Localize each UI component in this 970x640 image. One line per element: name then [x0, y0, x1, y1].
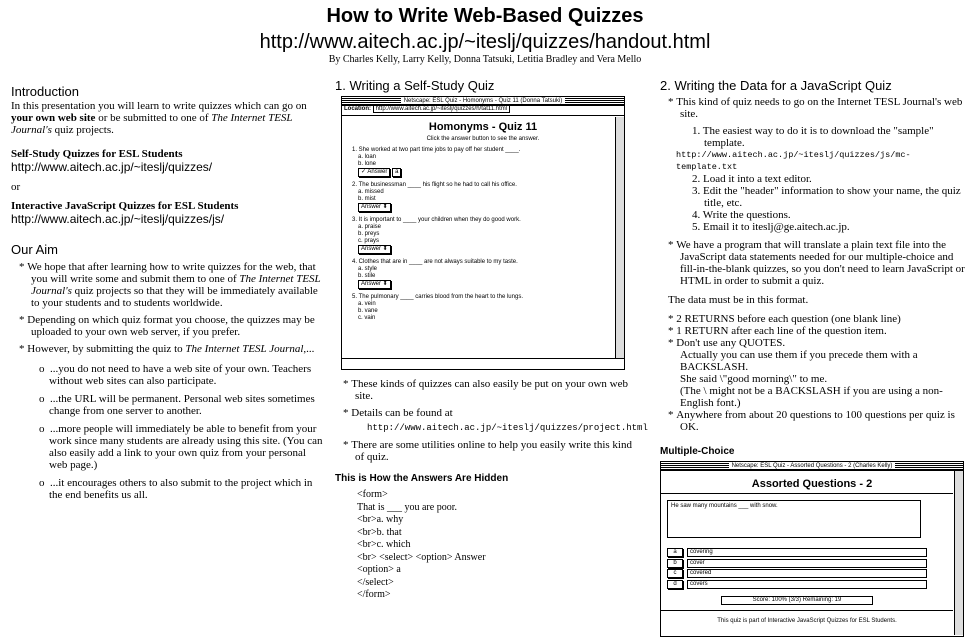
- mc-option[interactable]: d covers: [667, 580, 927, 589]
- interactive-link[interactable]: http://www.aitech.ac.jp/~iteslj/quizzes/js/: [11, 212, 225, 226]
- quiz-instruction: Click the answer button to see the answer.: [426, 136, 540, 142]
- answer-dropdown[interactable]: Answer ⬍: [358, 280, 391, 289]
- mc-heading: Multiple-Choice: [660, 446, 735, 457]
- jsquiz-step: 1. The easiest way to do it is to download the "sample" template.: [692, 125, 934, 149]
- page-title: How to Write Web-Based Quizzes: [326, 5, 644, 27]
- selfstudy-heading: 1. Writing a Self-Study Quiz: [335, 78, 495, 93]
- quiz-question: 4. Clothes that are in ____ are not always suitable to my taste. a. style b. stile Answer ⬍: [352, 259, 518, 287]
- aim-heading: Our Aim: [11, 242, 58, 257]
- jsquiz-step: 4. Write the questions.: [692, 209, 791, 221]
- quiz-question: 2. The businessman ____ his flight so he had to call his office. a. missed b. mist Answer ⬍: [352, 182, 517, 210]
- authors: By Charles Kelly, Larry Kelly, Donna Tatsuki, Letitia Bradley and Vera Mello: [328, 54, 642, 65]
- aim-bullet: * However, by submitting the quiz to The Internet TESL Journal,...: [19, 343, 315, 355]
- location-field[interactable]: http://www.aitech.ac.jp/~iteslj/quizzes/h/tat11.html: [373, 105, 510, 113]
- quiz-question: 3. It is important to ____ your children when they do good work. a. praise b. preys c. prays Answer ⬍: [352, 217, 521, 252]
- scrollbar[interactable]: [615, 117, 624, 358]
- scrollbar[interactable]: [954, 471, 963, 635]
- aim-bullet: * Depending on which quiz format you choose, the quizzes may be uploaded to your own web server, if you prefer.: [19, 314, 315, 338]
- or-text: or: [11, 181, 21, 193]
- format-rule: * 2 RETURNS before each question (one blank line): [668, 313, 901, 325]
- quiz-question: 1. She worked at two part time jobs to pay off her student ____. a. loan b. lone ✓ Answer a: [352, 147, 521, 175]
- details-link[interactable]: http://www.aitech.ac.jp/~iteslj/quizzes/project.html: [367, 423, 648, 433]
- jsquiz-bullet: * This kind of quiz needs to go on the Internet TESL Journal's web site.: [668, 96, 963, 120]
- selfstudy-quiz-window: [341, 96, 625, 370]
- answer-dropdown[interactable]: ✓ Answer: [358, 168, 390, 177]
- mc-quiz-window: [660, 461, 964, 637]
- quiz-question: 5. The pulmonary ____ carries blood from the heart to the lungs. a. vein b. vane c. vain: [352, 294, 523, 321]
- quiz-footer: This quiz is part of Interactive JavaScript Quizzes for ESL Students.: [717, 618, 897, 624]
- mc-option[interactable]: a covering: [667, 548, 927, 557]
- template-link[interactable]: http://www.aitech.ac.jp/~iteslj/quizzes/js/mc-template.txt: [676, 150, 911, 172]
- jsquiz-bullet: * We have a program that will translate a plain text file into the JavaScript data statements needed for our multiple-choice and fill-in-the-blank quizzes, so you don't need to learn JavaScript or HTML in order to submit a quiz.: [668, 239, 965, 287]
- answer-dropdown[interactable]: Answer ⬍: [358, 245, 391, 254]
- jsquiz-step: 2. Load it into a text editor.: [692, 173, 812, 185]
- location-bar: Location: http://www.aitech.ac.jp/~iteslj/quizzes/h/tat11.html: [342, 106, 624, 116]
- jsquiz-step: 3. Edit the "header" information to show your name, the quiz title, etc.: [692, 185, 961, 209]
- format-rule: * Don't use any QUOTES.: [668, 337, 786, 349]
- intro-heading: Introduction: [11, 84, 79, 99]
- jsquiz-step: 5. Email it to iteslj@ge.aitech.ac.jp.: [692, 221, 850, 233]
- aim-sub-item: o ...more people will immediately be able to benefit from your work since many students are already using this site. (You can also easily add a link to your own quiz from your personal web page.): [39, 423, 323, 471]
- format-intro: The data must be in this format.: [668, 294, 809, 306]
- left-column: [11, 84, 323, 501]
- right-column: [660, 78, 965, 637]
- aim-bullet: * We hope that after learning how to write quizzes for the web, that you will write some and submit them to one of The Internet TESL Journal's quiz projects so that they will be immediately available to your students and to students worldwide.: [19, 261, 321, 309]
- hidden-heading: This is How the Answers Are Hidden: [335, 473, 509, 484]
- window-titlebar: Netscape: ESL Quiz - Homonyms - Quiz 11 (Donna Tatsuki): [342, 97, 624, 106]
- format-note: Actually you can use them if you precede them with a BACKSLASH.: [680, 349, 918, 373]
- format-rule: * Anywhere from about 20 questions to 100 questions per quiz is OK.: [668, 409, 955, 433]
- score-display: Score: 100% (3/3) Remaining: 19: [721, 596, 873, 605]
- selfstudy-label: Self-Study Quizzes for ESL Students: [11, 148, 183, 160]
- selfstudy-link[interactable]: http://www.aitech.ac.jp/~iteslj/quizzes/: [11, 160, 213, 174]
- aim-sub-item: o ...the URL will be permanent. Personal web sites sometimes change from one server to another.: [39, 393, 315, 417]
- middle-column: [335, 78, 648, 602]
- answer-dropdown[interactable]: Answer ⬍: [358, 203, 391, 212]
- quiz-title: Homonyms - Quiz 11: [428, 121, 538, 133]
- aim-sub-item: o ...you do not need to have a web site of your own. Teachers without web sites can also participate.: [39, 363, 312, 387]
- code-sample: <form> That is ___ you are poor. <br>a. why <br>b. that <br>c. which <br> <select> <option> Answer <option> a </select> </form>: [357, 489, 486, 600]
- format-note: She said \"good morning\" to me.: [680, 373, 828, 385]
- mc-options: [667, 548, 927, 590]
- handout-url[interactable]: http://www.aitech.ac.jp/~iteslj/quizzes/handout.html: [259, 31, 711, 53]
- window-statusbar: [342, 358, 624, 369]
- aim-sub-item: o ...it encourages others to also submit to the project which in the end benefits us all.: [39, 477, 313, 501]
- window-titlebar: Netscape: ESL Quiz - Assorted Questions - 2 (Charles Kelly): [661, 462, 963, 471]
- interactive-label: Interactive JavaScript Quizzes for ESL Students: [11, 200, 239, 212]
- mc-option[interactable]: b cover: [667, 559, 927, 568]
- selfstudy-bullet: * Details can be found at: [343, 407, 453, 419]
- jsquiz-heading: 2. Writing the Data for a JavaScript Quiz: [660, 78, 892, 93]
- quiz-title: Assorted Questions - 2: [751, 478, 873, 490]
- selfstudy-bullet: * There are some utilities online to help you easily write this kind of quiz.: [343, 439, 632, 463]
- question-box: He saw many mountains ___ with snow.: [667, 500, 921, 538]
- mc-option[interactable]: c covered: [667, 569, 927, 578]
- selfstudy-bullet: * These kinds of quizzes can also easily be put on your own web site.: [343, 378, 629, 402]
- intro-text: In this presentation you will learn to write quizzes which can go on your own web site or be submitted to one of The Internet TESL Journal's quiz projects.: [11, 100, 307, 136]
- format-rule: * 1 RETURN after each line of the question item.: [668, 325, 887, 337]
- format-note: (The \ might not be a BACKSLASH if you are using a non-English font.): [680, 385, 943, 409]
